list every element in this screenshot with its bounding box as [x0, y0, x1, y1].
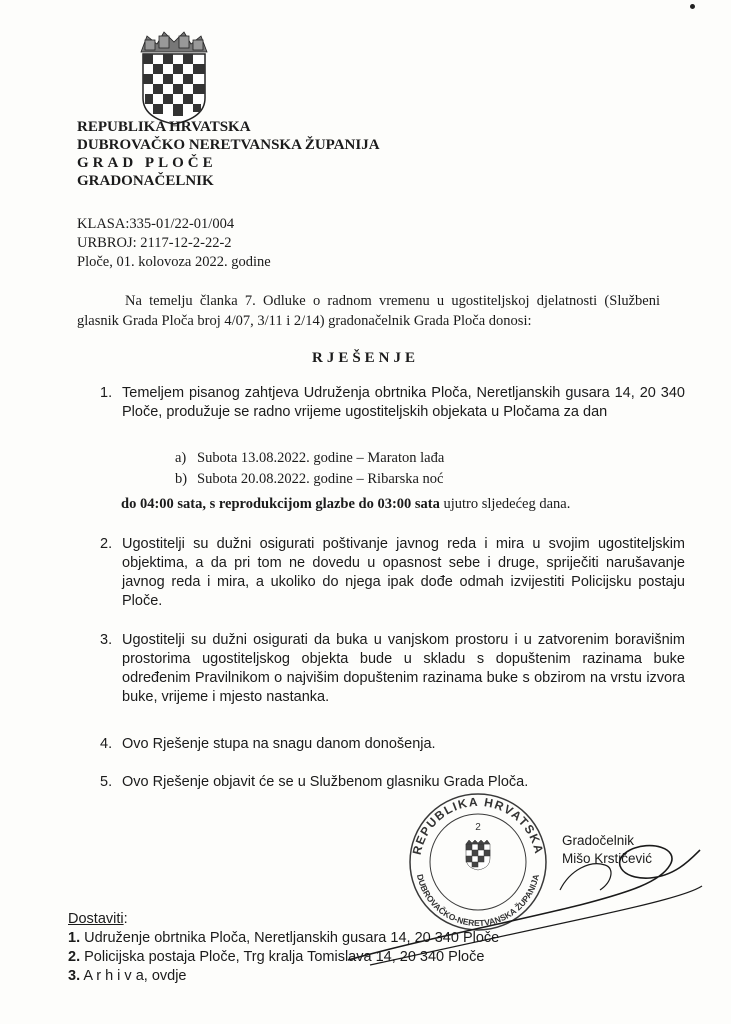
distribution-list	[68, 910, 499, 986]
letterhead	[77, 118, 380, 190]
item-text: Ovo Rješenje stupa na snagu danom donošenja.	[122, 736, 436, 752]
item-number: 3.	[100, 632, 113, 648]
klasa: KLASA:335-01/22-01/004	[77, 216, 235, 232]
date-item-b: b) Subota 20.08.2022. godine – Ribarska noć	[175, 471, 444, 487]
distribution-item: 3. A r h i v a, ovdje	[68, 968, 187, 984]
decision-item-3	[100, 631, 685, 707]
svg-text:DUBROVAČKO-NERETVANSKA ŽUPANIJ: DUBROVAČKO-NERETVANSKA ŽUPANIJA	[414, 873, 542, 929]
header-county: DUBROVAČKO NERETVANSKA ŽUPANIJA	[77, 137, 380, 153]
decision-item-4	[100, 735, 685, 754]
decision-item-5	[100, 773, 685, 792]
croatian-coat-of-arms-logo	[137, 30, 211, 126]
svg-text:2: 2	[475, 822, 481, 833]
distribution-heading: Dostaviti:	[68, 911, 128, 927]
scan-speck	[690, 4, 695, 9]
document-title: RJEŠENJE	[311, 350, 420, 366]
decision-item-1	[100, 384, 685, 422]
item-text: Temeljem pisanog zahtjeva Udruženja obrtnika Ploča, Neretljanskih gusara 14, 20 340 Ploče, produžuje se radno vrijeme ugostiteljskih objekata u Pločama za dan	[122, 385, 685, 420]
distribution-item: 2. Policijska postaja Ploče, Trg kralja Tomislava 14, 20 340 Ploče	[68, 949, 485, 965]
item-number: 4.	[100, 736, 113, 752]
time-note-rest: ujutro sljedećeg dana.	[439, 496, 571, 512]
reference-block	[77, 215, 271, 272]
svg-text:REPUBLIKA HRVATSKA: REPUBLIKA HRVATSKA	[409, 794, 547, 857]
item-number: 2.	[100, 536, 113, 552]
date-item-a: a) Subota 13.08.2022. godine – Maraton lađa	[175, 450, 445, 466]
item-text: Ugostitelji su dužni osigurati da buka u vanjskom prostoru i u zatvorenim boravišnim prostorima ugostiteljskog objekta bude u skladu s dopuštenim razinama buke određenim Pravilnikom o najvišim dopuštenim razinama buke s obzirom na vrstu izvora buke, vrijeme i mjesto nastanka.	[122, 632, 685, 705]
header-city: GRAD PLOČE	[77, 155, 217, 171]
intro-paragraph: Na temelju članka 7. Odluke o radnom vremenu u ugostiteljskoj djelatnosti (Službeni glasnik Grada Ploča broj 4/07, 3/11 i 2/14) gradonačelnik Grada Ploča donosi:	[77, 293, 660, 329]
item-text: Ugostitelji su dužni osigurati poštivanje javnog reda i mira u svojim ugostiteljskim objektima, a da pri tom ne dovedu u opasnost sebe i druge, spriječiti narušavanje javnog reda i mira, a ukoliko do njega ipak dođe odmah izvijestiti Policijsku postaju Ploče.	[122, 536, 685, 609]
time-note-bold: do 04:00 sata, s reprodukcijom glazbe do 03:00 sata	[121, 496, 440, 512]
signatory-role: Gradočelnik	[562, 833, 635, 848]
item-number: 1.	[100, 385, 113, 401]
place-date: Ploče, 01. kolovoza 2022. godine	[77, 254, 271, 270]
time-note	[121, 496, 570, 513]
item-number: 5.	[100, 774, 113, 790]
decision-item-2	[100, 535, 685, 611]
date-list	[175, 448, 444, 490]
urbroj: URBROJ: 2117-12-2-22-2	[77, 235, 232, 251]
header-republic: REPUBLIKA HRVATSKA	[77, 119, 251, 135]
distribution-item: 1. Udruženje obrtnika Ploča, Neretljanskih gusara 14, 20 340 Ploče	[68, 930, 500, 946]
item-text: Ovo Rješenje objavit će se u Službenom glasniku Grada Ploča.	[122, 774, 529, 790]
signatory-name: Mišo Krstičević	[562, 851, 653, 866]
signature-block	[562, 832, 652, 868]
header-office: GRADONAČELNIK	[77, 173, 214, 189]
